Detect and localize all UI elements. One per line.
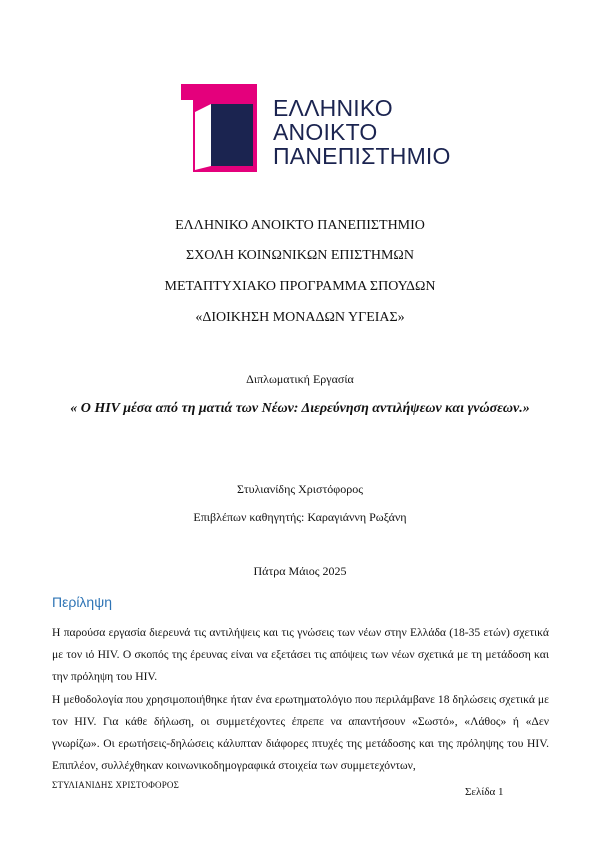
logo-line-1: ΕΛΛΗΝΙΚΟ (273, 95, 393, 121)
abstract-paragraph-2: Η μεθοδολογία που χρησιμοποιήθηκε ήταν ένα ερωτηματολόγιο που περιλάμβανε 18 δηλώσεις σχετικά με τον HIV. Για κάθε δήλωση, οι συμμετέχοντες έπρεπε να απαντήσουν «Σωστό», «Λάθος» ή «Δεν γνωρίζω». Οι ερωτήσεις-δηλώσεις κάλυπταν διάφορες πτυχές της μετάδοσης και της πρόληψης του HIV. Επιπλέον, συλλέχθηκαν κοινωνικοδημογραφικά στοιχεία των συμμετεχόντων, (52, 693, 549, 772)
logo-line-3: ΠΑΝΕΠΙΣΤΗΜΙΟ (273, 143, 451, 169)
thesis-title: « Ο HIV μέσα από τη ματιά των Νέων: Διερεύνηση αντιλήψεων και γνώσεων.» (70, 401, 530, 416)
university-logo (181, 84, 451, 174)
logo-wordmark (273, 96, 451, 168)
program-name: ΜΕΤΑΠΤΥΧΙΑΚΟ ΠΡΟΓΡΑΜΜΑ ΣΠΟΥΔΩΝ (164, 279, 436, 294)
author-name: Στυλιανίδης Χριστόφορος (237, 482, 363, 496)
logo-line-2: ΑΝΟΙΚΤΟ (273, 119, 378, 145)
university-name: ΕΛΛΗΝΙΚΟ ΑΝΟΙΚΤΟ ΠΑΝΕΠΙΣΤΗΜΙΟ (175, 218, 425, 233)
abstract-paragraph-1: Η παρούσα εργασία διερευνά τις αντιλήψεις και τις γνώσεις των νέων στην Ελλάδα (18-35 ετών) σχετικά με τον ιό HIV. Ο σκοπός της έρευνας είναι να εξετάσει τις απόψεις των νέων σχετικά με τη μετάδοση και την πρόληψη του HIV. (52, 626, 549, 683)
abstract-heading: Περίληψη (52, 594, 112, 610)
place-date: Πάτρα Μάιος 2025 (253, 564, 347, 578)
footer-page-number: Σελίδα 1 (465, 786, 504, 798)
thesis-type: Διπλωματική Εργασία (246, 372, 354, 386)
supervisor: Επιβλέπων καθηγητής: Καραγιάννη Ρωξάνη (193, 510, 407, 524)
logo-mark-icon (181, 84, 271, 174)
footer-author: ΣΤΥΛΙΑΝΙΔΗΣ ΧΡΙΣΤΟΦΟΡΟΣ (52, 780, 180, 790)
school-name: ΣΧΟΛΗ ΚΟΙΝΩΝΙΚΩΝ ΕΠΙΣΤΗΜΩΝ (186, 248, 414, 263)
specialization-name: «ΔΙΟΙΚΗΣΗ ΜΟΝΑΔΩΝ ΥΓΕΙΑΣ» (195, 310, 405, 325)
